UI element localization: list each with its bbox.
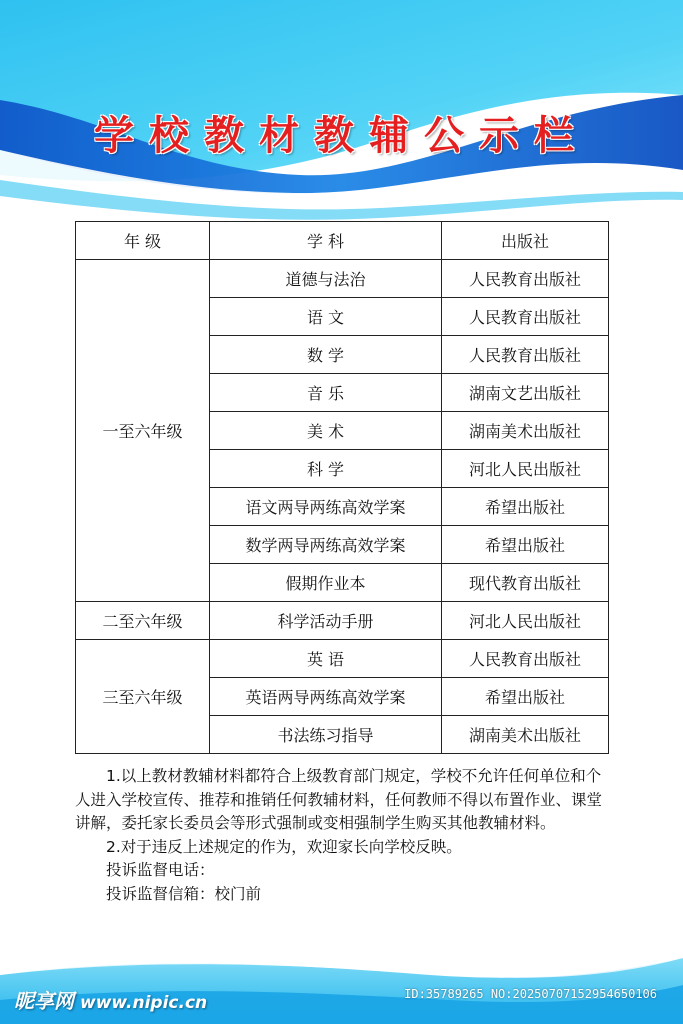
grade-cell: 三至六年级 [76,640,210,754]
poster-title: 学校教材教辅公示栏 [94,113,589,159]
subject-cell: 数学两导两练高效学案 [210,526,442,564]
publisher-cell: 人民教育出版社 [442,640,609,678]
publisher-cell: 湖南美术出版社 [442,412,609,450]
subject-cell: 假期作业本 [210,564,442,602]
notes-section [75,765,615,906]
publisher-cell: 人民教育出版社 [442,260,609,298]
subject-cell: 英语两导两练高效学案 [210,678,442,716]
publisher-cell: 湖南文艺出版社 [442,374,609,412]
table-row [76,260,609,298]
subject-cell: 书法练习指导 [210,716,442,754]
grade-cell: 一至六年级 [76,260,210,602]
publisher-cell: 人民教育出版社 [442,298,609,336]
subject-cell: 美 术 [210,412,442,450]
watermark-logo [14,985,207,1014]
rule-1-text: 1.以上教材教辅材料都符合上级教育部门规定，学校不允许任何单位和个人进入学校宣传、推荐和推销任何教辅材料，任何教师不得以布置作业、课堂讲解，委托家长委员会等形式强制或变相强制学生购买其他教辅材料。 [75,767,603,832]
publisher-cell: 希望出版社 [442,526,609,564]
watermark-id: ID:35789265 NO:20250707152954650106 [404,987,657,1001]
publisher-cell: 河北人民出版社 [442,450,609,488]
subject-cell: 数 学 [210,336,442,374]
publisher-cell: 人民教育出版社 [442,336,609,374]
grade-cell: 二至六年级 [76,602,210,640]
watermark-site: www.nipic.cn [80,993,208,1013]
table-row [76,640,609,678]
subject-cell: 语文两导两练高效学案 [210,488,442,526]
subject-cell: 语 文 [210,298,442,336]
header-grade: 年 级 [76,222,210,260]
publisher-cell: 现代教育出版社 [442,564,609,602]
table-row [76,602,609,640]
subject-cell: 音 乐 [210,374,442,412]
header-subject: 学 科 [210,222,442,260]
materials-table [75,221,609,754]
publisher-cell: 湖南美术出版社 [442,716,609,754]
header-publisher: 出版社 [442,222,609,260]
subject-cell: 科学活动手册 [210,602,442,640]
watermark-logo-text: 昵享网 [14,989,74,1013]
publisher-cell: 希望出版社 [442,678,609,716]
table-header-row [76,222,609,260]
subject-cell: 科 学 [210,450,442,488]
complaint-mailbox: 投诉监督信箱：校门前 [106,884,262,903]
publisher-cell: 希望出版社 [442,488,609,526]
subject-cell: 英 语 [210,640,442,678]
publisher-cell: 河北人民出版社 [442,602,609,640]
subject-cell: 道德与法治 [210,260,442,298]
complaint-phone: 投诉监督电话： [106,861,215,879]
rule-2-text: 2.对于违反上述规定的作为，欢迎家长向学校反映。 [106,837,462,856]
